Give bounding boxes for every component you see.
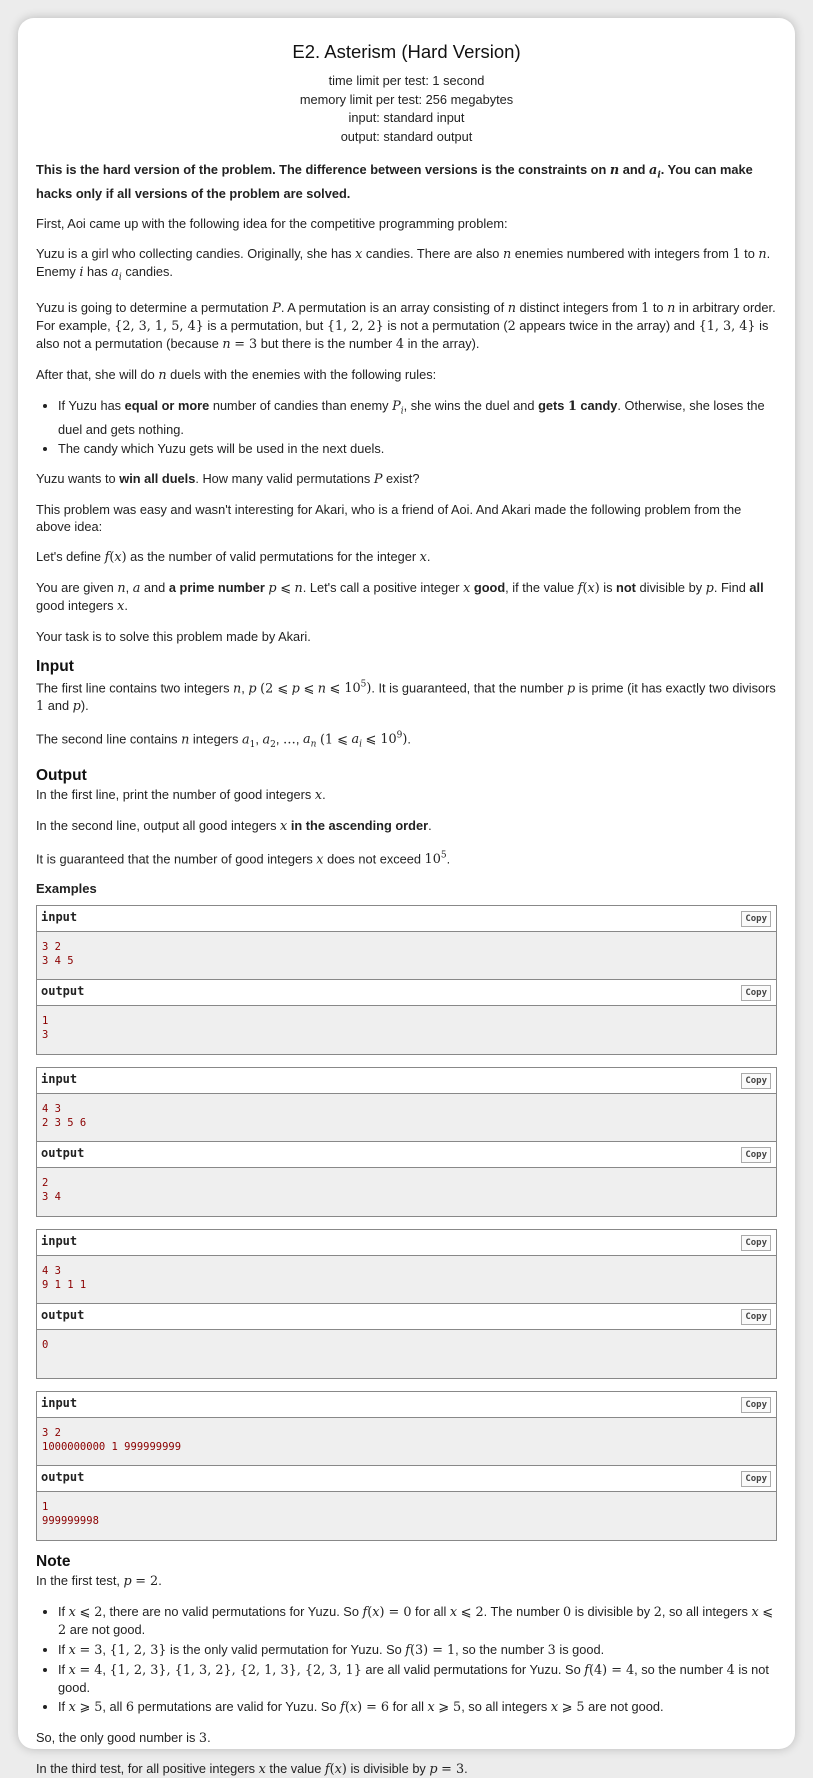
input-header — [37, 1392, 776, 1418]
copy-button[interactable]: Copy — [741, 911, 771, 927]
paragraph: In the first test, p = 2. — [36, 1572, 162, 1589]
list-item: • If x ⩾ 5, all 6 permutations are valid for Yuzu. So f(x) = 6 for all x ⩾ 5, so all integers x ⩾ 5 are not good. — [58, 1698, 777, 1716]
input-label: input — [41, 1395, 78, 1410]
paragraph: So, the only good number is 3. — [36, 1729, 211, 1746]
code-line: 3 2 — [42, 940, 61, 953]
input-content — [37, 1094, 776, 1142]
code-line: 9 1 1 1 — [42, 1278, 87, 1291]
hard-version-note: This is the hard version of the problem. The difference between versions is the constraints on n and $a_i$. You can make hacks only if all versions of the problem are solved. — [36, 162, 753, 201]
time-limit: time limit per test: 1 second — [328, 73, 485, 88]
list-item: • If x ⩽ 2, there are no valid permutations for Yuzu. So f(x) = 0 for all x ⩽ 2. The number 0 is divisible by 2, so all integers x ⩽ 2 are not good. — [58, 1603, 777, 1639]
copy-button[interactable]: Copy — [741, 1235, 771, 1251]
output-header — [37, 1142, 776, 1168]
problem-title: E2. Asterism (Hard Version) — [292, 41, 521, 62]
memory-limit: memory limit per test: 256 megabytes — [299, 91, 514, 107]
copy-button[interactable]: Copy — [741, 1309, 771, 1325]
paragraph: Your task is to solve this problem made by Akari. — [36, 628, 311, 644]
code-line: 3 2 — [42, 1426, 61, 1439]
output-label: output — [41, 1469, 85, 1484]
list-item: • If x = 4, {1, 2, 3}, {1, 3, 2}, {2, 1, 3}, {2, 3, 1} are all valid permutations for Yuzu. So f(4) = 4, so the number 4 is not good. — [58, 1661, 777, 1696]
section-title: Note — [36, 1552, 71, 1570]
code-line: 2 — [42, 1176, 49, 1189]
code-line: 2 3 5 6 — [42, 1116, 87, 1129]
paragraph: Yuzu is going to determine a permutation P. A permutation is an array consisting of n distinct integers from 1 to n in arbitrary order. For example, {2, 3, 1, 5, 4} is a permutation, but {1, 2, 2} is not a permutation (2 appears twice in the array) and {1, 3, 4} is also not a permutation (because n = 3 but there is the number 4 in the array). — [36, 300, 776, 353]
copy-button[interactable]: Copy — [741, 1147, 771, 1163]
output-content — [37, 1006, 776, 1054]
output-content — [37, 1492, 776, 1540]
input-content — [37, 1418, 776, 1466]
input-content — [37, 1256, 776, 1304]
output-content — [37, 1168, 776, 1216]
code-line: 0 — [42, 1338, 49, 1351]
output-spec: output: standard output — [340, 128, 473, 144]
list-item: • If x = 3, {1, 2, 3} is the only valid permutation for Yuzu. So f(3) = 1, so the number 3 is good. — [58, 1641, 777, 1659]
input-spec: input: standard input — [348, 110, 465, 125]
code-line: 1 — [42, 1014, 49, 1027]
paragraph: This problem was easy and wasn't interesting for Akari, who is a friend of Aoi. And Akari made the following problem from the above idea: — [36, 501, 742, 534]
paragraph: Yuzu is a girl who collecting candies. Originally, she has x candies. There are also n enemies numbered with integers from 1 to n. Enemy i has $a_i$ candies. — [36, 245, 771, 283]
legend — [36, 161, 777, 645]
code-line: 3 — [42, 1028, 49, 1041]
problem-card — [18, 18, 795, 1777]
input-specification — [36, 658, 777, 754]
paragraph: The second line contains n integers $a_1$, $a_2$, …, $a_n$ (1 ⩽ $a_i$ ⩽ $10^9$). — [36, 730, 411, 750]
output-header — [37, 1466, 776, 1492]
rules-list — [36, 397, 777, 457]
copy-button[interactable]: Copy — [741, 1471, 771, 1487]
note — [36, 1553, 777, 1778]
list-item: • If Yuzu has equal or more number of candies than enemy $P_i$, she wins the duel and gets 1 candy. Otherwise, she loses the duel and gets nothing. — [58, 397, 777, 438]
input-label: input — [41, 909, 78, 924]
code-line: 999999998 — [42, 1514, 99, 1527]
code-line: 3 4 5 — [42, 954, 74, 967]
paragraph: In the first line, print the number of good integers x. — [36, 786, 326, 803]
output-label: output — [41, 983, 85, 998]
output-header — [37, 980, 776, 1006]
input-header — [37, 906, 776, 932]
input-label: input — [41, 1233, 78, 1248]
example-block — [36, 1067, 777, 1217]
input-header — [37, 1068, 776, 1094]
example-block — [36, 905, 777, 1055]
paragraph: In the third test, for all positive integers x the value f(x) is divisible by p = 3. — [36, 1760, 468, 1777]
input-label: input — [41, 1071, 78, 1086]
paragraph: The first line contains two integers n, p (2 ⩽ p ⩽ n ⩽ $10^5$). It is guaranteed, that the number p is prime (it has exactly two divisors 1 and p). — [36, 679, 776, 714]
copy-button[interactable]: Copy — [741, 1073, 771, 1089]
example-block — [36, 1229, 777, 1379]
section-title: Output — [36, 766, 87, 784]
code-line: 4 3 — [42, 1102, 61, 1115]
output-label: output — [41, 1145, 85, 1160]
copy-button[interactable]: Copy — [741, 985, 771, 1001]
paragraph: You are given n, a and a prime number p ⩽ n. Let's call a positive integer x good, if the value f(x) is not divisible by p. Find all good integers x. — [36, 579, 764, 614]
code-line: 4 3 — [42, 1264, 61, 1277]
paragraph: First, Aoi came up with the following idea for the competitive programming problem: — [36, 215, 508, 231]
paragraph: Yuzu wants to win all duels. How many valid permutations P exist? — [36, 470, 420, 487]
paragraph: It is guaranteed that the number of good integers x does not exceed $10^5$. — [36, 850, 451, 867]
problem-header — [36, 41, 777, 146]
input-header — [37, 1230, 776, 1256]
code-line: 1 — [42, 1500, 49, 1513]
example-block — [36, 1391, 777, 1541]
output-content — [37, 1330, 776, 1378]
paragraph: Let's define f(x) as the number of valid permutations for the integer x. — [36, 548, 431, 565]
output-header — [37, 1304, 776, 1330]
output-specification — [36, 767, 777, 868]
note-list — [36, 1603, 777, 1716]
section-title: Input — [36, 657, 74, 675]
sample-tests — [36, 881, 777, 1541]
code-line: 3 4 — [42, 1190, 61, 1203]
copy-button[interactable]: Copy — [741, 1397, 771, 1413]
output-label: output — [41, 1307, 85, 1322]
list-item: • The candy which Yuzu gets will be used in the next duels. — [58, 440, 777, 457]
section-title: Examples — [36, 880, 97, 896]
paragraph: In the second line, output all good integers x in the ascending order. — [36, 817, 432, 834]
input-content — [37, 932, 776, 980]
code-line: 1000000000 1 999999999 — [42, 1440, 182, 1453]
paragraph: After that, she will do n duels with the enemies with the following rules: — [36, 367, 437, 384]
